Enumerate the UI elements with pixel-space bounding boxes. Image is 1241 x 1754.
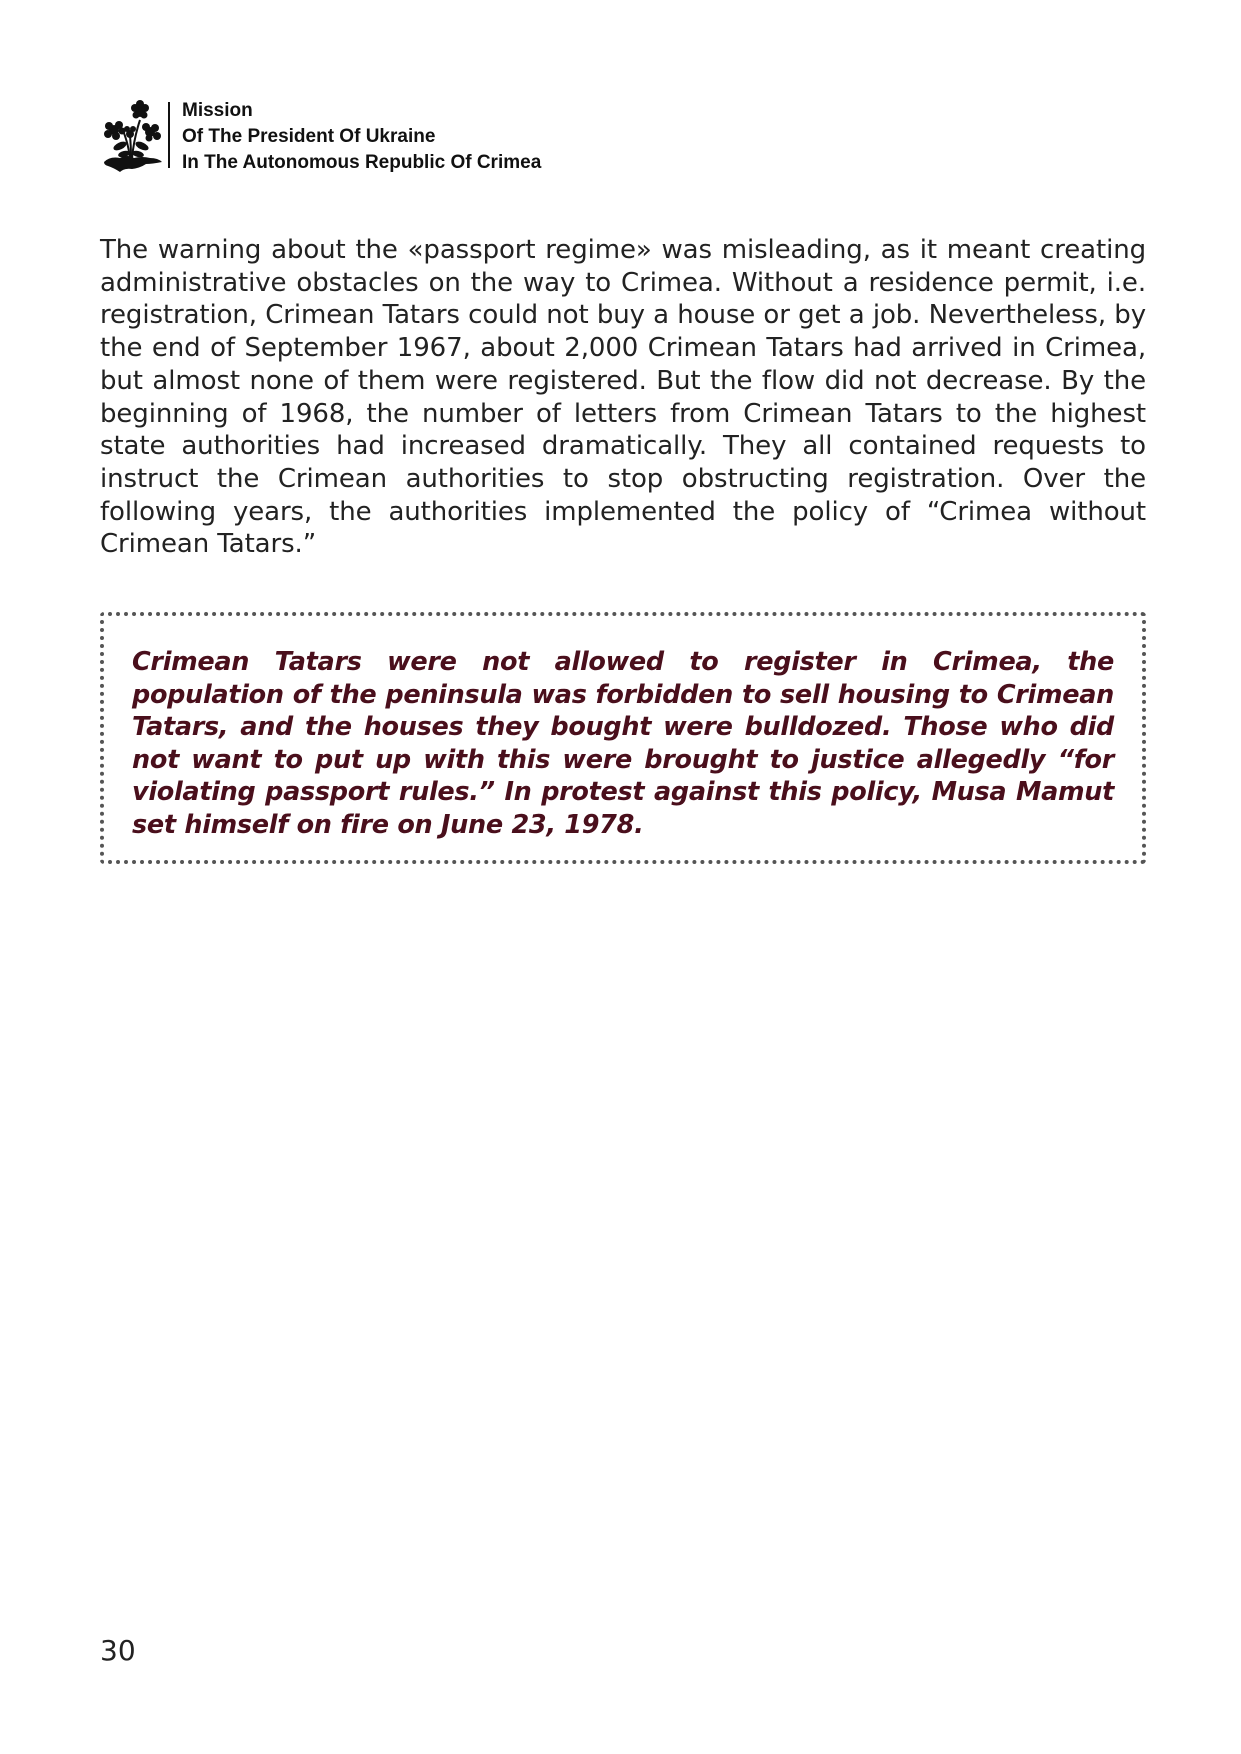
header-line-mission: Mission	[182, 100, 253, 121]
header-divider	[168, 102, 170, 168]
crimea-flower-emblem-icon	[100, 98, 164, 172]
organization-name	[182, 98, 541, 176]
header-line-president: Of The President Of Ukraine	[182, 126, 436, 147]
header-line-crimea: In The Autonomous Republic Of Crimea	[182, 152, 542, 173]
callout-box	[100, 612, 1146, 864]
page-number: 30	[100, 1634, 136, 1667]
page-header	[100, 98, 541, 176]
body-paragraph: The warning about the «passport regime» was misleading, as it meant creating administrative obstacles on the way to Crimea. Without a residence permit, i.e. registration, Crimean Tatars could not buy a house or get a job. Nevertheless, by the end of September 1967, about 2,000 Crimean Tatars had arrived in Crimea, but almost none of them were registered. But the flow did not decrease. By the beginning of 1968, the number of letters from Crimean Tatars to the highest state authorities had increased dramatically. They all contained requests to instruct the Crimean authorities to stop obstructing registration. Over the following years, the authorities implemented the policy of “Crimea without Crimean Tatars.”	[100, 235, 1146, 560]
callout-text: Crimean Tatars were not allowed to register in Crimea, the population of the peninsula was forbidden to sell housing to Crimean Tatars, and the houses they bought were bulldozed. Those who did not want to put up with this were brought to justice allegedly “for violating passport rules.” In protest against this policy, Musa Mamut set himself on fire on June 23, 1978.	[132, 647, 1114, 840]
